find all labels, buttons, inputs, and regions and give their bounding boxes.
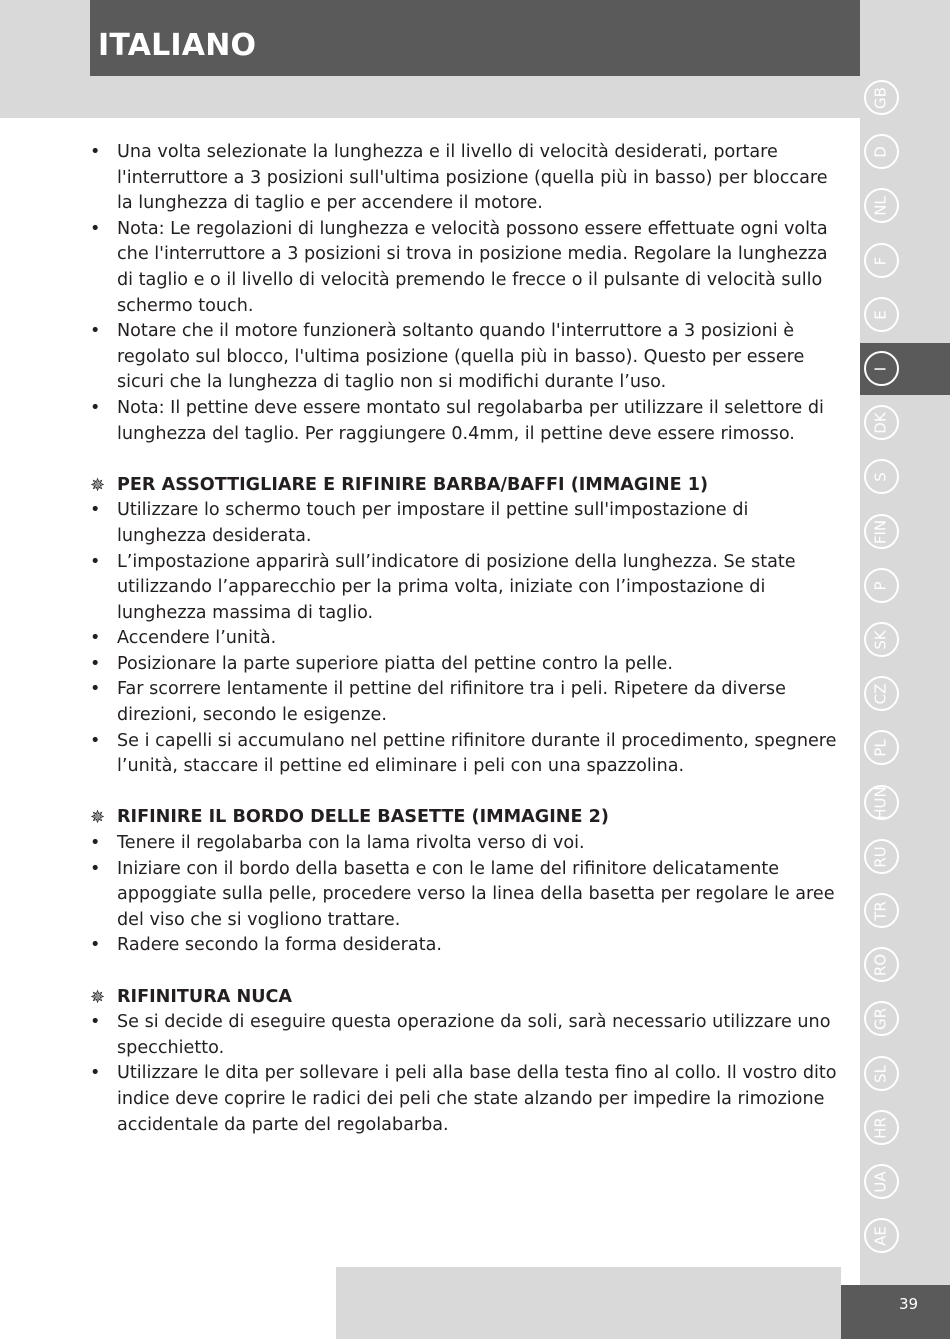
list-item bbox=[90, 933, 840, 959]
list-item bbox=[90, 1061, 840, 1138]
bullet-glyph: • bbox=[90, 628, 101, 649]
list-item-text: L’impostazione apparirà sull’indicatore di posizione della lunghezza. Se state utilizzando l’apparecchio per la prima volta, iniziate con l’impostazione di lunghezza massima di taglio. bbox=[117, 551, 796, 623]
bullet-glyph: • bbox=[90, 551, 101, 572]
language-tab-label: NL bbox=[871, 196, 890, 217]
intro-list bbox=[90, 140, 840, 447]
bullet-glyph: • bbox=[90, 653, 101, 674]
list-item-text: Far scorrere lentamente il pettine del rifinitore tra i peli. Ripetere da diverse direzioni, secondo le esigenze. bbox=[117, 679, 786, 726]
section-list bbox=[90, 831, 840, 959]
language-tab-e[interactable] bbox=[860, 289, 950, 341]
language-tab-label: GR bbox=[871, 1008, 890, 1031]
language-tab-label: E bbox=[871, 310, 890, 320]
list-item-text: Tenere il regolabarba con la lama rivolta verso di voi. bbox=[117, 833, 585, 854]
bullet-glyph: • bbox=[90, 321, 101, 342]
language-tab-nl[interactable] bbox=[860, 180, 950, 232]
language-tab-sl[interactable] bbox=[860, 1048, 950, 1100]
language-tab-d[interactable] bbox=[860, 126, 950, 178]
page-content bbox=[90, 140, 840, 1138]
list-item-text: Utilizzare le dita per sollevare i peli alla base della testa fino al collo. Il vostro dito indice deve coprire le radici dei peli che state alzando per impedire la rimozione accidentale da parte del regolabarba. bbox=[117, 1063, 837, 1135]
list-item-text: Radere secondo la forma desiderata. bbox=[117, 935, 442, 956]
section-list bbox=[90, 1010, 840, 1138]
list-item bbox=[90, 729, 840, 780]
list-item bbox=[90, 140, 840, 217]
language-tab-hr[interactable] bbox=[860, 1102, 950, 1154]
list-item bbox=[90, 498, 840, 549]
language-tab-ua[interactable] bbox=[860, 1156, 950, 1208]
section-heading-text: PER ASSOTTIGLIARE E RIFINIRE BARBA/BAFFI (IMMAGINE 1) bbox=[117, 474, 709, 495]
language-tab-label: RU bbox=[871, 846, 890, 868]
list-item-text: Nota: Il pettine deve essere montato sul regolabarba per utilizzare il selettore di lunghezza del taglio. Per raggiungere 0.4mm, il pettine deve essere rimosso. bbox=[117, 397, 824, 444]
bullet-glyph: • bbox=[90, 1012, 101, 1033]
section-heading-text: RIFINITURA NUCA bbox=[117, 986, 293, 1007]
bullet-glyph: • bbox=[90, 935, 101, 956]
page-title: ITALIANO bbox=[98, 28, 257, 63]
language-tab-label: FIN bbox=[871, 519, 890, 544]
language-tab-label: S bbox=[871, 472, 890, 483]
language-tab-tr[interactable] bbox=[860, 885, 950, 937]
bullet-glyph: • bbox=[90, 397, 101, 418]
list-item-text: Una volta selezionate la lunghezza e il livello di velocità desiderati, portare l'interruttore a 3 posizioni sull'ultima posizione (quella più in basso) per bloccare la lunghezza di taglio e per accendere il motore. bbox=[117, 142, 828, 214]
list-item-text: Utilizzare lo schermo touch per impostare il pettine sull'impostazione di lunghezza desiderata. bbox=[117, 500, 749, 546]
language-tab-ru[interactable] bbox=[860, 831, 950, 883]
list-item bbox=[90, 626, 840, 652]
sun-icon: ✵ bbox=[90, 474, 106, 496]
list-item-text: Iniziare con il bordo della basetta e con le lame del rifinitore delicatamente appoggiate sulla pelle, procedere verso la linea della basetta per regolare le aree del viso che si vogliono trattare. bbox=[117, 858, 835, 930]
list-item bbox=[90, 677, 840, 728]
bottom-band bbox=[336, 1267, 841, 1339]
language-tab-label: P bbox=[871, 581, 890, 591]
section-heading-text: RIFINIRE IL BORDO DELLE BASETTE (IMMAGINE 2) bbox=[117, 807, 609, 828]
language-tab-ae[interactable] bbox=[860, 1210, 950, 1262]
header-bar bbox=[90, 0, 860, 76]
list-item bbox=[90, 857, 840, 934]
bullet-glyph: • bbox=[90, 833, 101, 854]
list-item bbox=[90, 550, 840, 627]
language-tab-i[interactable] bbox=[860, 343, 950, 395]
section-heading bbox=[90, 985, 840, 1011]
language-tab-cz[interactable] bbox=[860, 668, 950, 720]
sun-icon: ✵ bbox=[90, 986, 106, 1008]
section-heading bbox=[90, 805, 840, 831]
language-tab-label: DK bbox=[871, 412, 890, 434]
language-tab-label: TR bbox=[871, 901, 890, 921]
bullet-glyph: • bbox=[90, 858, 101, 879]
language-tab-label: I bbox=[871, 366, 890, 372]
list-item-text: Se i capelli si accumulano nel pettine rifinitore durante il procedimento, spegnere l’unità, staccare il pettine ed eliminare i peli con una spazzolina. bbox=[117, 730, 837, 777]
language-tab-label: CZ bbox=[871, 683, 890, 705]
language-index-strip bbox=[860, 0, 950, 1285]
list-item-text: Posizionare la parte superiore piatta del pettine contro la pelle. bbox=[117, 653, 673, 674]
language-tab-dk[interactable] bbox=[860, 397, 950, 449]
bullet-glyph: • bbox=[90, 730, 101, 751]
language-tab-label: F bbox=[871, 256, 890, 265]
list-item bbox=[90, 319, 840, 396]
bullet-glyph: • bbox=[90, 1063, 101, 1084]
list-item-text: Se si decide di eseguire questa operazione da soli, sarà necessario utilizzare uno specchietto. bbox=[117, 1012, 831, 1058]
list-item-text: Accendere l’unità. bbox=[117, 628, 277, 649]
language-tab-label: SK bbox=[871, 630, 890, 650]
language-tab-f[interactable] bbox=[860, 235, 950, 287]
language-tab-ro[interactable] bbox=[860, 939, 950, 991]
page-number-box bbox=[841, 1285, 950, 1339]
list-item bbox=[90, 396, 840, 447]
list-item bbox=[90, 1010, 840, 1061]
language-tab-gb[interactable] bbox=[860, 72, 950, 124]
language-tab-pl[interactable] bbox=[860, 722, 950, 774]
language-tab-s[interactable] bbox=[860, 451, 950, 503]
language-tab-label: HR bbox=[871, 1116, 890, 1139]
language-tab-p[interactable] bbox=[860, 560, 950, 612]
language-tab-gr[interactable] bbox=[860, 993, 950, 1045]
bullet-glyph: • bbox=[90, 142, 101, 162]
language-tab-label: SL bbox=[871, 1064, 890, 1083]
bullet-glyph: • bbox=[90, 500, 101, 521]
bullet-glyph: • bbox=[90, 218, 101, 239]
bullet-glyph: • bbox=[90, 679, 101, 700]
language-tab-label: D bbox=[871, 146, 890, 158]
list-item-text: Nota: Le regolazioni di lunghezza e velocità possono essere effettuate ogni volta che l'interruttore a 3 posizioni si trova in posizione media. Regolare la lunghezza di taglio e o il livello di velocità premendo le frecce o il pulsante di velocità sullo schermo touch. bbox=[117, 218, 828, 316]
list-item-text: Notare che il motore funzionerà soltanto quando l'interruttore a 3 posizioni è regolato sul blocco, l'ultima posizione (quella più in basso). Questo per essere sicuri che la lunghezza di taglio non si modifichi durante l’uso. bbox=[117, 321, 805, 393]
language-tab-label: RO bbox=[871, 954, 890, 977]
section-heading bbox=[90, 473, 840, 499]
sun-icon: ✵ bbox=[90, 807, 106, 829]
page-number: 39 bbox=[899, 1295, 919, 1313]
list-item bbox=[90, 652, 840, 678]
language-tab-fin[interactable] bbox=[860, 506, 950, 558]
language-tab-label: AE bbox=[871, 1226, 890, 1247]
language-tab-label: UA bbox=[871, 1171, 890, 1193]
list-item bbox=[90, 831, 840, 857]
language-tab-sk[interactable] bbox=[860, 614, 950, 666]
language-tab-label: HUN bbox=[871, 785, 890, 820]
language-tab-label: GB bbox=[871, 87, 890, 109]
language-tab-hun[interactable] bbox=[860, 777, 950, 829]
language-tab-label: PL bbox=[871, 739, 890, 758]
section-list bbox=[90, 498, 840, 780]
list-item bbox=[90, 217, 840, 319]
